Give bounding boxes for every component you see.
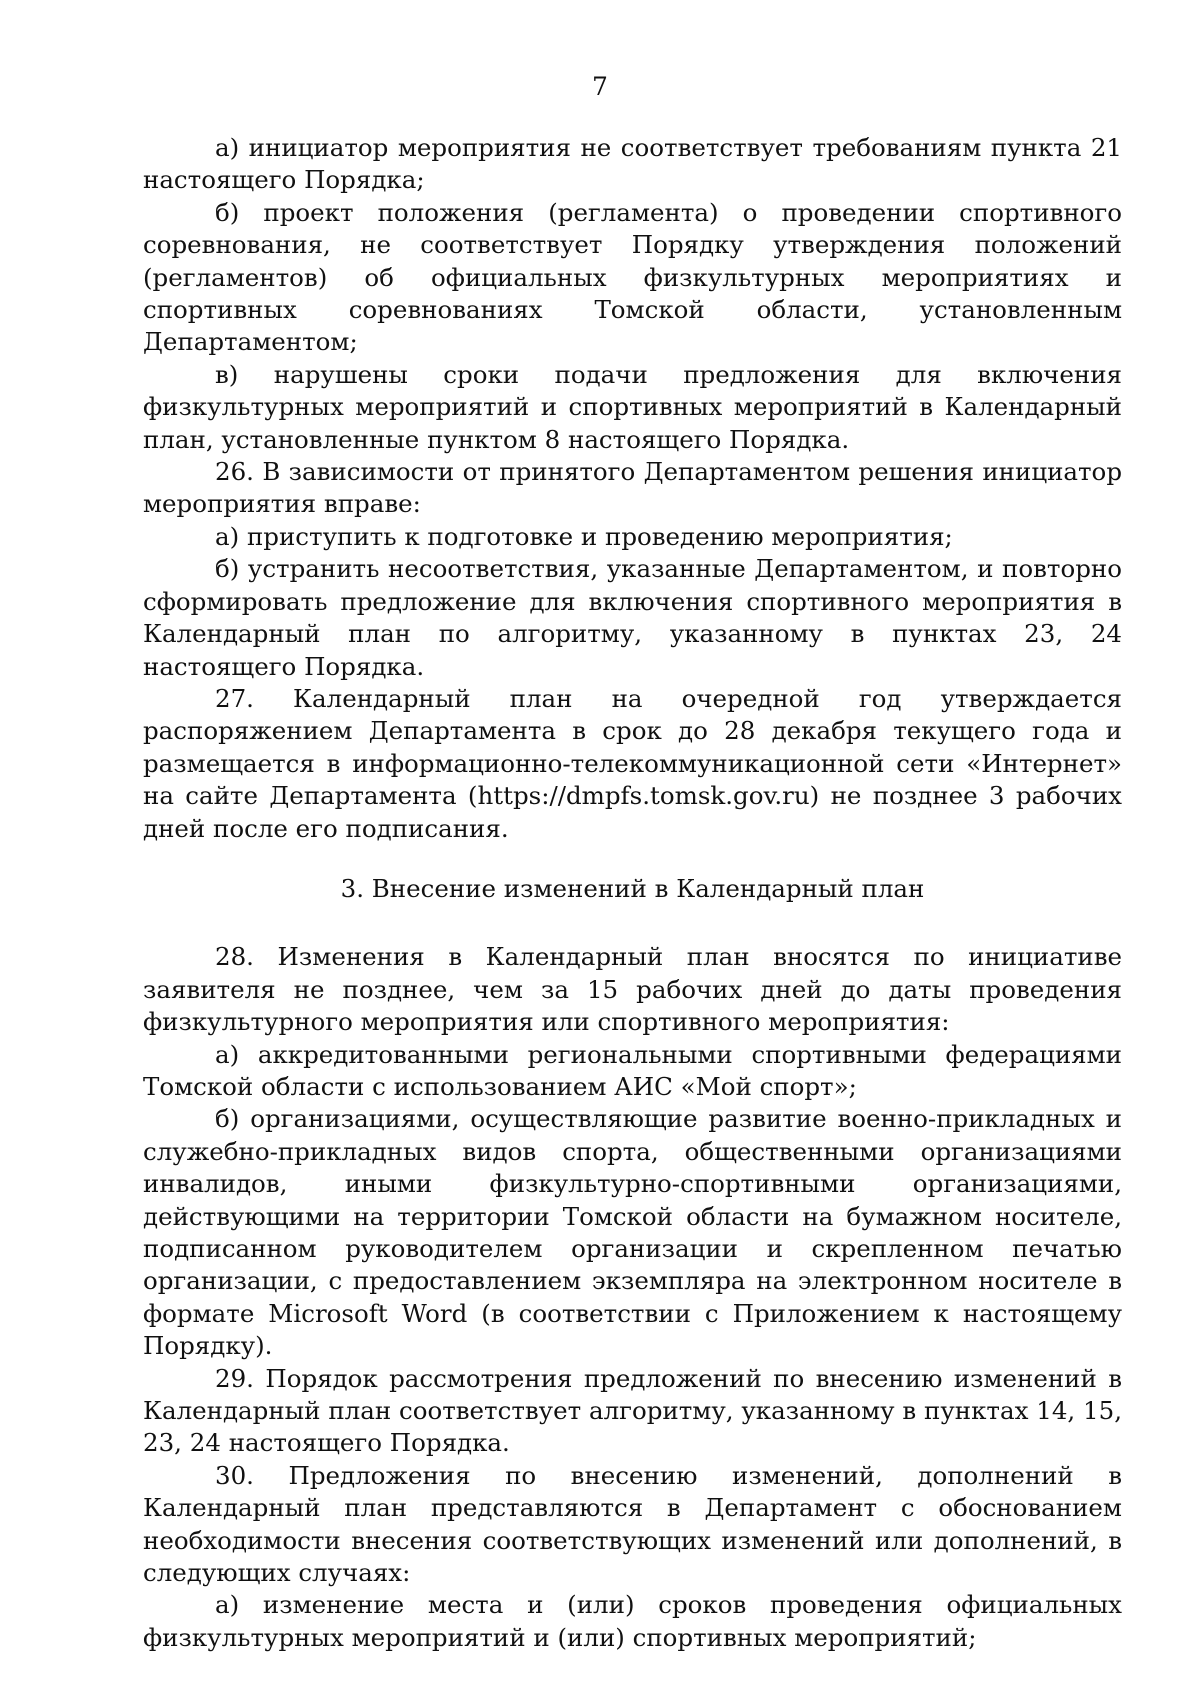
paragraph: 26. В зависимости от принятого Департаментом решения инициатор мероприятия вправе: — [143, 457, 1122, 519]
paragraph: в) нарушены сроки подачи предложения для включения физкультурных мероприятий и спортивных мероприятий в Календарный план, установленные пунктом 8 настоящего Порядка. — [143, 359, 1122, 454]
document-body — [143, 132, 1122, 1654]
paragraph: 28. Изменения в Календарный план вносятся по инициативе заявителя не позднее, чем за 15 рабочих дней до даты проведения физкультурного мероприятия или спортивного мероприятия: — [143, 942, 1122, 1037]
paragraph: 29. Порядок рассмотрения предложений по внесению изменений в Календарный план соответствует алгоритму, указанному в пунктах 14, 15, 23, 24 настоящего Порядка. — [143, 1363, 1122, 1458]
page-number: 7 — [592, 72, 608, 101]
paragraph: б) проект положения (регламента) о проведении спортивного соревнования, не соответствует Порядку утверждения положений (регламентов) об официальных физкультурных мероприятиях и спортивных соревнованиях Томской области, установленным Департаментом; — [143, 197, 1122, 357]
paragraph: б) организациями, осуществляющие развитие военно-прикладных и служебно-прикладных видов спорта, общественными организациями инвалидов, иными физкультурно-спортивными организациями, действующими на территории Томской области на бумажном носителе, подписанном руководителем организации и скрепленном печатью организации, с предоставлением экземпляра на электронном носителе в формате Microsoft Word (в соответствии с Приложением к настоящему Порядку). — [143, 1104, 1122, 1361]
paragraph: б) устранить несоответствия, указанные Департаментом, и повторно сформировать предложение для включения спортивного мероприятия в Календарный план по алгоритму, указанному в пунктах 23, 24 настоящего Порядка. — [143, 554, 1122, 681]
paragraph: а) аккредитованными региональными спортивными федерациями Томской области с использованием АИС «Мой спорт»; — [143, 1039, 1122, 1101]
paragraph: 27. Календарный план на очередной год утверждается распоряжением Департамента в срок до 28 декабря текущего года и размещается в информационно-телекоммуникационной сети «Интернет» на сайте Департамента (https://dmpfs.tomsk.gov.ru) не позднее 3 рабочих дней после его подписания. — [143, 683, 1122, 843]
paragraph: а) приступить к подготовке и проведению мероприятия; — [215, 521, 953, 551]
paragraph: а) изменение места и (или) сроков проведения официальных физкультурных мероприятий и (или) спортивных мероприятий; — [143, 1590, 1122, 1652]
paragraph: 30. Предложения по внесению изменений, дополнений в Календарный план представляются в Департамент с обоснованием необходимости внесения соответствующих изменений или дополнений, в следующих случаях: — [143, 1460, 1122, 1588]
section-heading: 3. Внесение изменений в Календарный план — [340, 873, 925, 903]
paragraph: а) инициатор мероприятия не соответствует требованиям пункта 21 настоящего Порядка; — [143, 133, 1122, 195]
